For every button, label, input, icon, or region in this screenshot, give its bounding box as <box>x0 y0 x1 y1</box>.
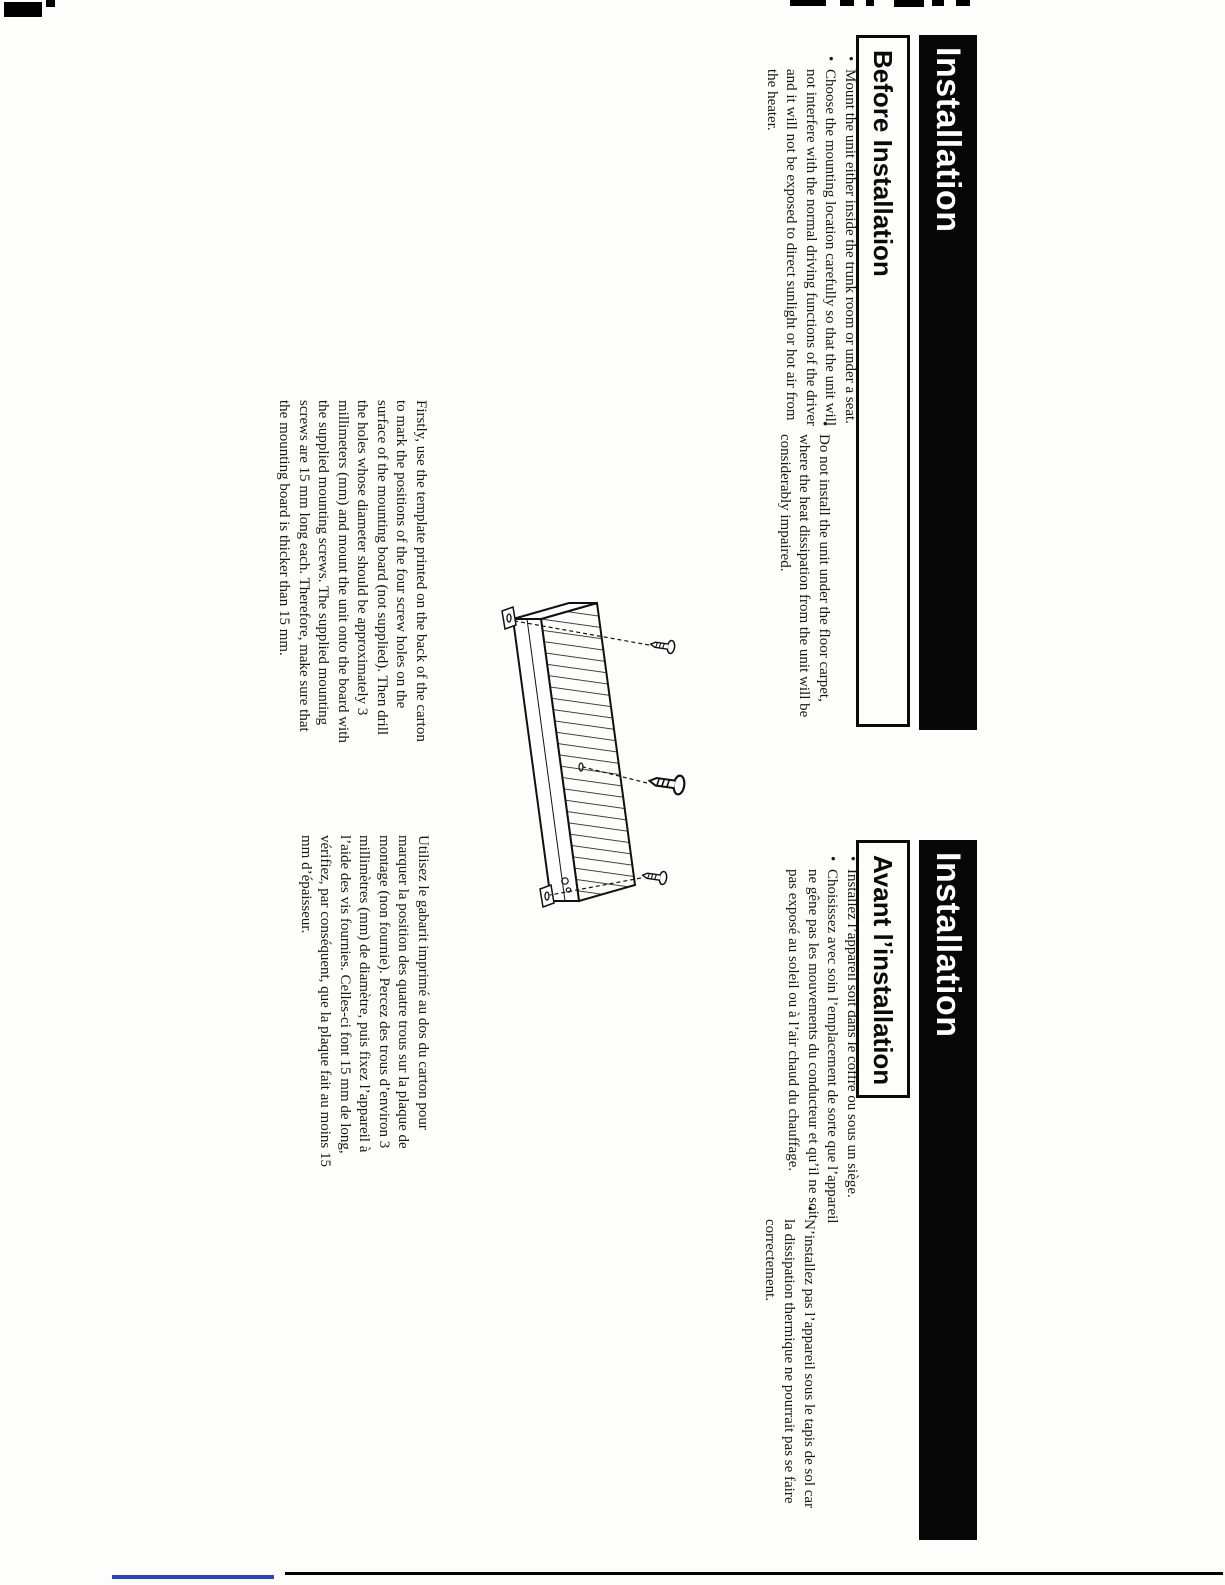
french-notes-column <box>783 855 861 1230</box>
scan-artifact-bottom-line <box>285 1572 1223 1575</box>
section-header-french <box>919 840 977 1540</box>
scan-artifact <box>866 0 874 6</box>
bullet-item: • Choisissez avec soin l’emplacement de sorte que l’appareil ne gêne pas les mouvements du conducteur et qu’il ne soit pas exposé au soleil ou à l’air chaud du chauffage. <box>783 855 842 1230</box>
english-mounting-instructions: Firstly, use the template printed on the back of the carton to mark the positions of the four screw holes on the surface of the mounting board (not supplied). Then drill the holes whose diameter should be approximately 3 millimeters (mm) and mount the unit onto the board with the supplied mounting screws. The supplied mounting screws are 15 mm long each. Therefore, make sure that the mounting board is thicker than 15 mm. <box>276 400 429 743</box>
section-header-french-label: Installation <box>929 852 968 1038</box>
scan-artifact <box>790 0 826 6</box>
section-header-english <box>919 35 977 730</box>
bullet-item: • Choose the mounting location carefully so that the unit will not interfere with the normal driving functions of the driver and it will not be exposed to direct sunlight or hot air from the heater. <box>762 55 840 427</box>
scan-artifact-blue-line <box>112 1575 274 1579</box>
bullet-item: • Do not install the unit under the floor carpet, where the heat dissipation from the unit will be considerably impaired. <box>775 420 834 732</box>
subheader-before-installation-label: Before Installation <box>868 50 899 277</box>
scan-artifact <box>840 0 854 6</box>
english-notes-column <box>762 55 860 427</box>
scan-artifact <box>46 0 55 7</box>
mounting-ear <box>540 885 554 907</box>
bullet-item: • Installez l’appareil soit dans le coffre ou sous un siège. <box>842 855 862 1230</box>
scan-artifact <box>932 0 944 6</box>
mounting-ear <box>502 607 516 629</box>
bullet-item: • N’installez pas l’appareil sous le tapis de sol car la dissipation thermique ne pourrait pas se faire correctement. <box>760 1205 819 1517</box>
amplifier-diagram-svg <box>467 585 697 915</box>
subheader-before-installation <box>856 35 910 727</box>
subheader-avant-installation-label: Avant l’installation <box>868 855 899 1086</box>
section-header-english-label: Installation <box>929 47 968 233</box>
subheader-avant-installation <box>856 840 910 1098</box>
scan-artifact <box>956 0 970 6</box>
french-mounting-instructions: Utilisez le gabarit imprimé au dos du carton pour marquer la position des quatre trous sur la plaque de montage (non fournie). Percez des trous d’environ 3 millimètres (mm) de diamètre, puis fixez l’appareil à l’aide des vis fournies. Celles-ci font 15 mm de long, vérifiez, par conséquent, que la plaque fait au moins 15 mm d’épaisseur. <box>298 835 431 1167</box>
english-caution-column <box>775 420 834 732</box>
amplifier-mounting-illustration <box>467 585 697 915</box>
scan-artifact <box>4 2 42 17</box>
french-caution-column <box>760 1205 819 1517</box>
bullet-item: • Mount the unit either inside the trunk room or under a seat. <box>840 55 860 427</box>
scan-artifact <box>894 0 924 7</box>
